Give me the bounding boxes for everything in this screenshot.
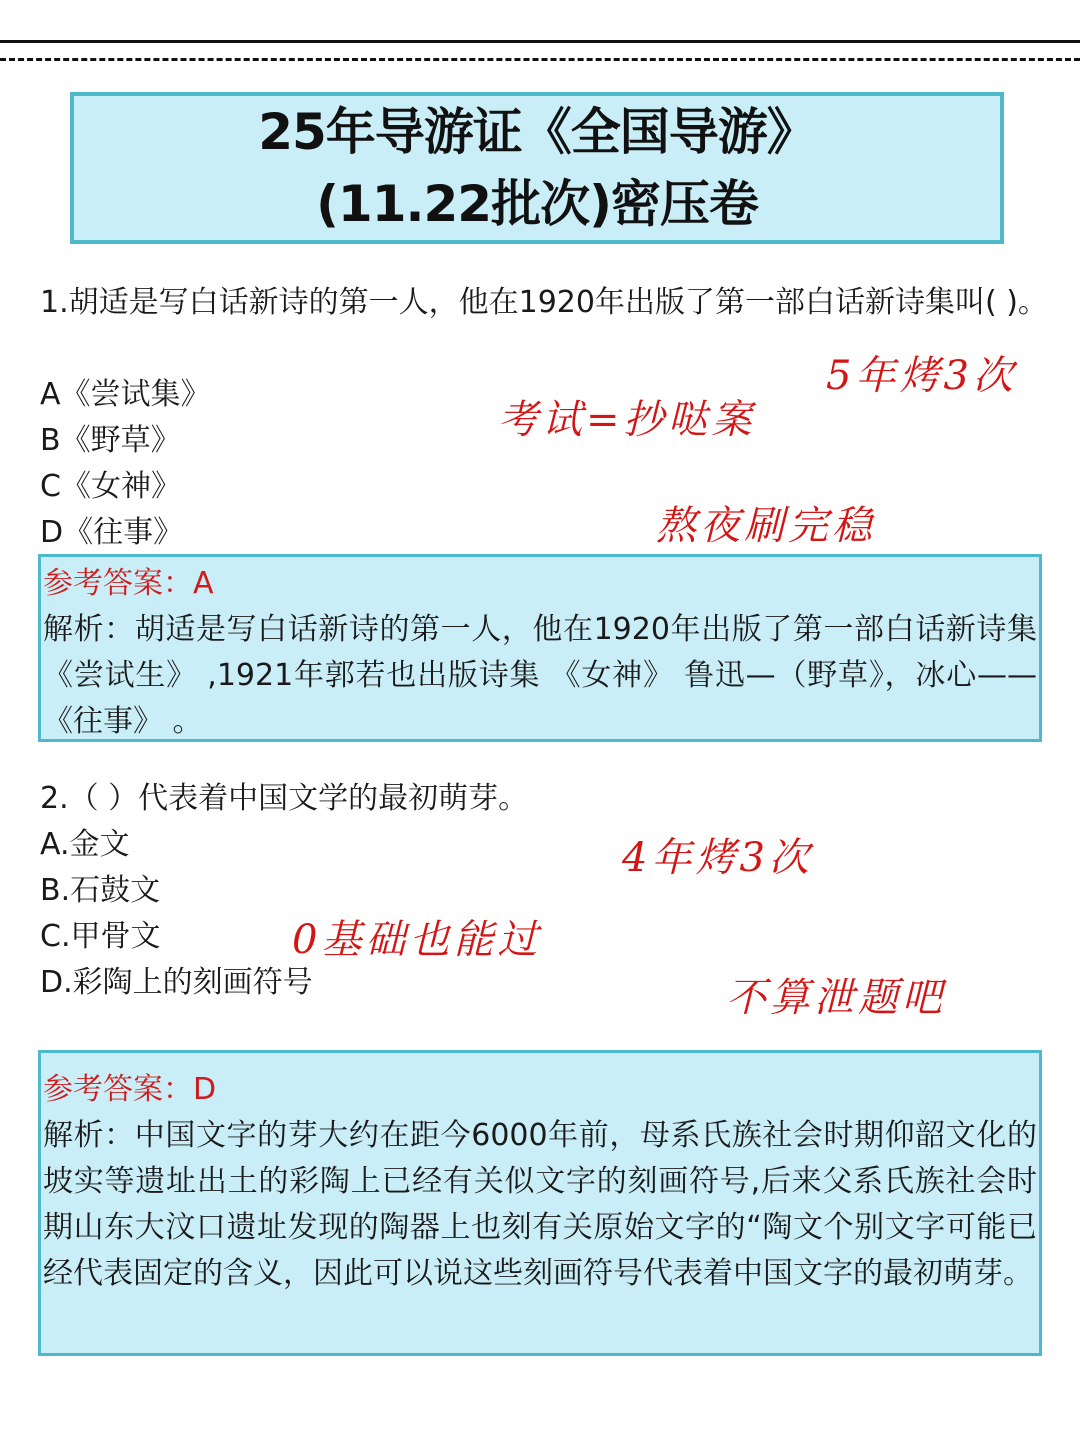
top-dashed-rule [0, 58, 1080, 61]
question-2-option-c: C.甲骨文 [40, 919, 161, 954]
question-1-option-c: C《女神》 [40, 469, 181, 504]
question-2-analysis: 解析：中国文字的芽大约在距今6000年前，母系氏族社会时期仰韶文化的坡实等遗址出土的彩陶上已经有关似文字的刻画符号,后来父系氏族社会时期山东大汶口遗址发现的陶器上也刻有关原始文字的“陶文个别文字可能已经代表固定的含义，因此可以说这些刻画符号代表着中国文字的最初萌芽。 [43, 1118, 1037, 1291]
question-1-stem: 1.胡适是写白话新诗的第一人，他在1920年出版了第一部白话新诗集叫( )。 [40, 285, 1048, 320]
question-1-option-d: D《往事》 [40, 515, 184, 550]
question-1-analysis: 解析：胡适是写白话新诗的第一人，他在1920年出版了第一部白话新诗集 《尝试生》 ,1921年郭若也出版诗集 《女神》 鲁迅—（野草》，冰心—— 《往事》 。 [43, 612, 1037, 739]
question-2-option-d: D.彩陶上的刻画符号 [40, 965, 313, 1000]
question-2-answer-box [38, 1050, 1042, 1356]
handwritten-note-3: 熬夜刷完稳 [656, 503, 876, 549]
question-1-option-b: B《野草》 [40, 423, 181, 458]
title-line-2: (11.22批次)密压卷 [316, 175, 758, 233]
handwritten-note-5: 0基础也能过 [292, 917, 542, 963]
question-1-option-a: A《尝试集》 [40, 377, 211, 412]
handwritten-note-4: 4年烤3次 [622, 835, 813, 881]
handwritten-note-6: 不算泄题吧 [726, 975, 946, 1021]
question-1-answer-box [38, 554, 1042, 742]
question-2-answer-label: 参考答案：D [43, 1072, 217, 1107]
top-solid-rule [0, 40, 1080, 43]
question-2-option-a: A.金文 [40, 827, 130, 862]
handwritten-note-2: 考试=抄哒案 [498, 397, 756, 443]
title-line-1: 25年导游证《全国导游》 [258, 103, 816, 161]
question-2-option-b: B.石鼓文 [40, 873, 161, 908]
title-banner [70, 92, 1004, 244]
handwritten-note-1: 5年烤3次 [826, 353, 1017, 399]
question-2-stem: 2.（ ）代表着中国文学的最初萌芽。 [40, 781, 529, 816]
question-1-answer-label: 参考答案：A [43, 566, 214, 601]
